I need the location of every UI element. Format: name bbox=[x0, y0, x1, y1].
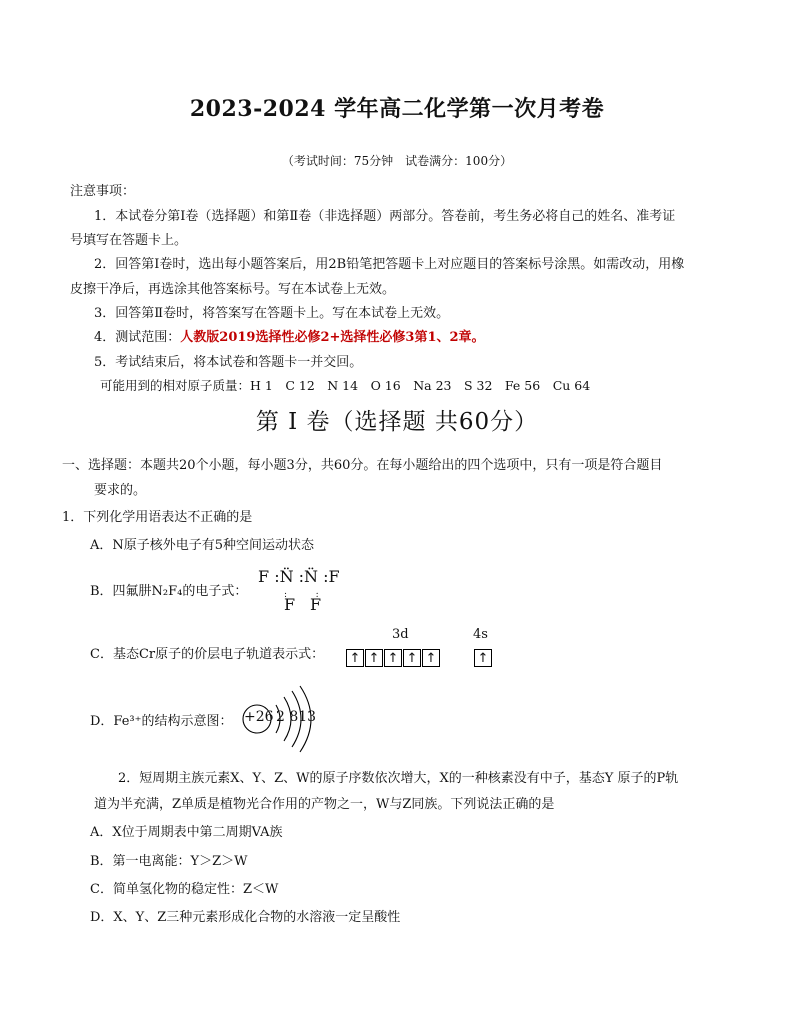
q1-orbital-label-4s: 4s bbox=[473, 627, 488, 642]
q2-option-d: D．X、Y、Z三种元素形成化合物的水溶液一定呈酸性 bbox=[90, 910, 401, 925]
fe3-shell-electrons: 2 813 bbox=[276, 709, 317, 725]
q1-option-b-formula-bottom-2: F bbox=[310, 595, 322, 614]
q1-stem: 1．下列化学用语表达不正确的是 bbox=[62, 510, 253, 525]
section-1-instruction-line-1: 一、选择题：本题共20个小题，每小题3分，共60分。在每小题给出的四个选项中，只有一项是符合题目 bbox=[62, 458, 663, 473]
q1-option-b-text: B．四氟肼N₂F₄的电子式： bbox=[90, 584, 248, 599]
notice-item-2-line-2: 皮擦干净后，再选涂其他答案标号。写在本试卷上无效。 bbox=[70, 282, 396, 297]
q1-orbital-3d-5: ↑ bbox=[422, 649, 440, 667]
notice-item-4 bbox=[94, 326, 485, 345]
q1-orbital-3d-2: ↑ bbox=[365, 649, 383, 667]
q1-option-c-text: C．基态Cr原子的价层电子轨道表示式： bbox=[90, 647, 325, 662]
q1-orbital-3d-3: ↑ bbox=[384, 649, 402, 667]
q1-option-a: A．N原子核外电子有5种空间运动状态 bbox=[90, 538, 315, 553]
q1-option-d-text: D．Fe³⁺的结构示意图： bbox=[90, 714, 233, 729]
notice-item-3: 3．回答第Ⅱ卷时，将答案写在答题卡上。写在本试卷上无效。 bbox=[94, 306, 450, 321]
section-1-instruction-line-2: 要求的。 bbox=[94, 483, 147, 498]
atomic-masses: 可能用到的相对原子质量：H 1 C 12 N 14 O 16 Na 23 S 32 Fe 56 Cu 64 bbox=[100, 378, 591, 393]
q1-orbital-4s-1: ↑ bbox=[474, 649, 492, 667]
notice-item-4-prefix: 4．测试范围： bbox=[94, 330, 181, 345]
q2-stem-line-1: 2．短周期主族元素X、Y、Z、W的原子序数依次增大，X的一种核素没有中子，基态Y 原子的P轨 bbox=[118, 771, 679, 786]
q2-option-b: B．第一电离能：Y＞Z＞W bbox=[90, 854, 248, 869]
notice-item-5: 5．考试结束后，将本试卷和答题卡一并交回。 bbox=[94, 355, 363, 370]
section-1-title: 第 I 卷（选择题 共60分） bbox=[255, 409, 539, 435]
notice-heading: 注意事项： bbox=[70, 184, 136, 199]
notice-item-4-scope: 人教版2019选择性必修2+选择性必修3第1、2章。 bbox=[180, 330, 485, 345]
q2-stem-line-2: 道为半充满，Z单质是植物光合作用的产物之一，W与Z同族。下列说法正确的是 bbox=[94, 797, 555, 812]
q1-orbital-3d-1: ↑ bbox=[346, 649, 364, 667]
q2-option-a: A．X位于周期表中第二周期VA族 bbox=[90, 825, 283, 840]
q1-option-b-dots: : : bbox=[284, 590, 324, 600]
fe3-nucleus-label: +26 bbox=[244, 709, 274, 725]
notice-item-2-line-1: 2．回答第Ⅰ卷时，选出每小题答案后，用2B铅笔把答题卡上对应题目的答案标号涂黑。如需改动，用橡 bbox=[94, 257, 685, 272]
notice-item-1-line-2: 号填写在答题卡上。 bbox=[70, 233, 188, 248]
q1-orbital-3d-4: ↑ bbox=[403, 649, 421, 667]
q1-option-b-formula-bottom-1: F bbox=[284, 595, 296, 614]
q1-orbital-label-3d: 3d bbox=[392, 627, 409, 642]
q2-option-c: C．简单氢化物的稳定性：Z＜W bbox=[90, 882, 279, 897]
exam-title: 2023-2024 学年高二化学第一次月考卷 bbox=[189, 96, 605, 122]
exam-subtitle: （考试时间：75分钟 试卷满分：100分） bbox=[281, 154, 513, 168]
notice-item-1-line-1: 1．本试卷分第Ⅰ卷（选择题）和第Ⅱ卷（非选择题）两部分。答卷前，考生务必将自己的姓名、准考证 bbox=[94, 209, 676, 224]
q1-option-b-formula-top: F :N̈ :N̈ :F bbox=[258, 567, 340, 586]
